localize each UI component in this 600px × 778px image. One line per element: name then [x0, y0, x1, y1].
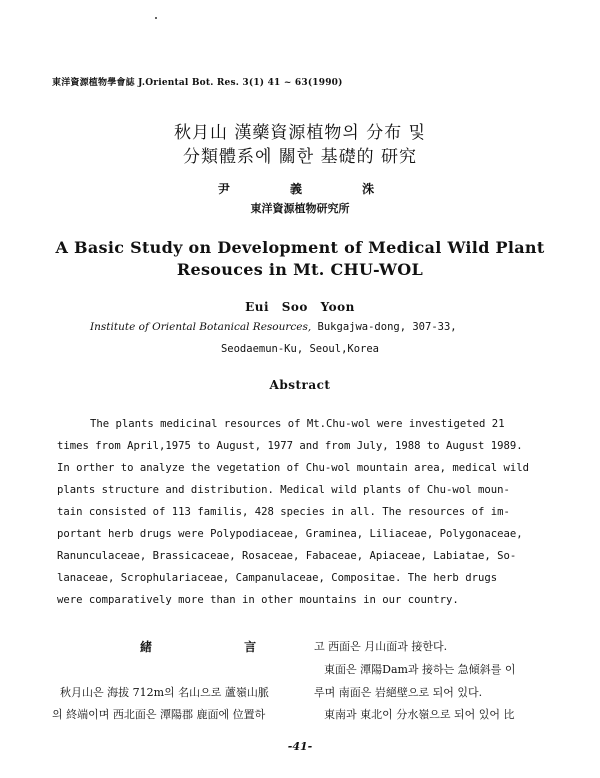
institution-address1: Bukgajwa-dong, 307-33, — [311, 321, 457, 333]
korean-author: 尹 義 洙 — [217, 182, 403, 196]
english-title-line2: Resouces in Mt. CHU-WOL — [176, 260, 424, 279]
intro-right-line: 고 西面은 月山面과 接한다. — [314, 640, 448, 653]
intro-right-line: 루며 南面은 岩絕壁으로 되어 있다. — [314, 686, 483, 699]
abstract-line: In orther to analyze the vegetation of Chu-wol mountain area, medical wild — [57, 462, 529, 474]
korean-title-line2: 分類體系에 關한 基礎的 研究 — [182, 147, 418, 167]
abstract-line: plants structure and distribution. Medical wild plants of Chu-wol moun- — [57, 484, 510, 496]
korean-affiliation: 東洋資源植物研究所 — [250, 202, 350, 215]
introduction-heading: 緒 言 — [140, 640, 301, 654]
institution-address2: Seodaemun-Ku, Seoul,Korea — [220, 343, 380, 355]
english-author: Eui Soo Yoon — [245, 300, 355, 314]
abstract-line: were comparatively more than in other mountains in our country. — [57, 594, 459, 606]
abstract-line: lanaceae, Scrophulariaceae, Campanulaceae, Compositae. The herb drugs — [57, 572, 498, 584]
scan-speck — [155, 17, 157, 19]
korean-title-line1: 秋月山 漢藥資源植物의 分布 및 — [173, 123, 427, 143]
intro-right-line: 東南과 東北이 分水嶺으로 되어 있어 比 — [324, 708, 515, 721]
abstract-heading: Abstract — [269, 378, 331, 392]
institution-line — [90, 321, 457, 333]
intro-left-line: 秋月山은 海拔 712m의 名山으로 蘆嶺山脈 — [60, 686, 269, 699]
institution-name: Institute of Oriental Botanical Resources, — [90, 321, 312, 333]
journal-header: 東洋資源植物學會誌 J.Oriental Bot. Res. 3(1) 41 ~ 63(1990) — [52, 78, 343, 88]
abstract-line: tain consisted of 113 familis, 428 species in all. The resources of im- — [57, 506, 510, 518]
abstract-line: Ranunculaceae, Brassicaceae, Rosaceae, Fabaceae, Apiaceae, Labiatae, So- — [57, 550, 517, 562]
english-title-line1: A Basic Study on Development of Medical Wild Plant — [55, 238, 545, 257]
abstract-line: times from April,1975 to August, 1977 and from July, 1988 to August 1989. — [57, 440, 523, 452]
abstract-line: The plants medicinal resources of Mt.Chu-wol were investigeted 21 — [90, 418, 505, 430]
page-number: -41- — [287, 740, 313, 753]
intro-left-line: 의 終端이며 西北面은 潭陽郡 鹿面에 位置하 — [52, 708, 266, 721]
intro-right-line: 東面은 潭陽Dam과 接하는 急傾斜를 이 — [324, 663, 516, 676]
abstract-line: portant herb drugs were Polypodiaceae, Graminea, Liliaceae, Polygonaceae, — [57, 528, 523, 540]
